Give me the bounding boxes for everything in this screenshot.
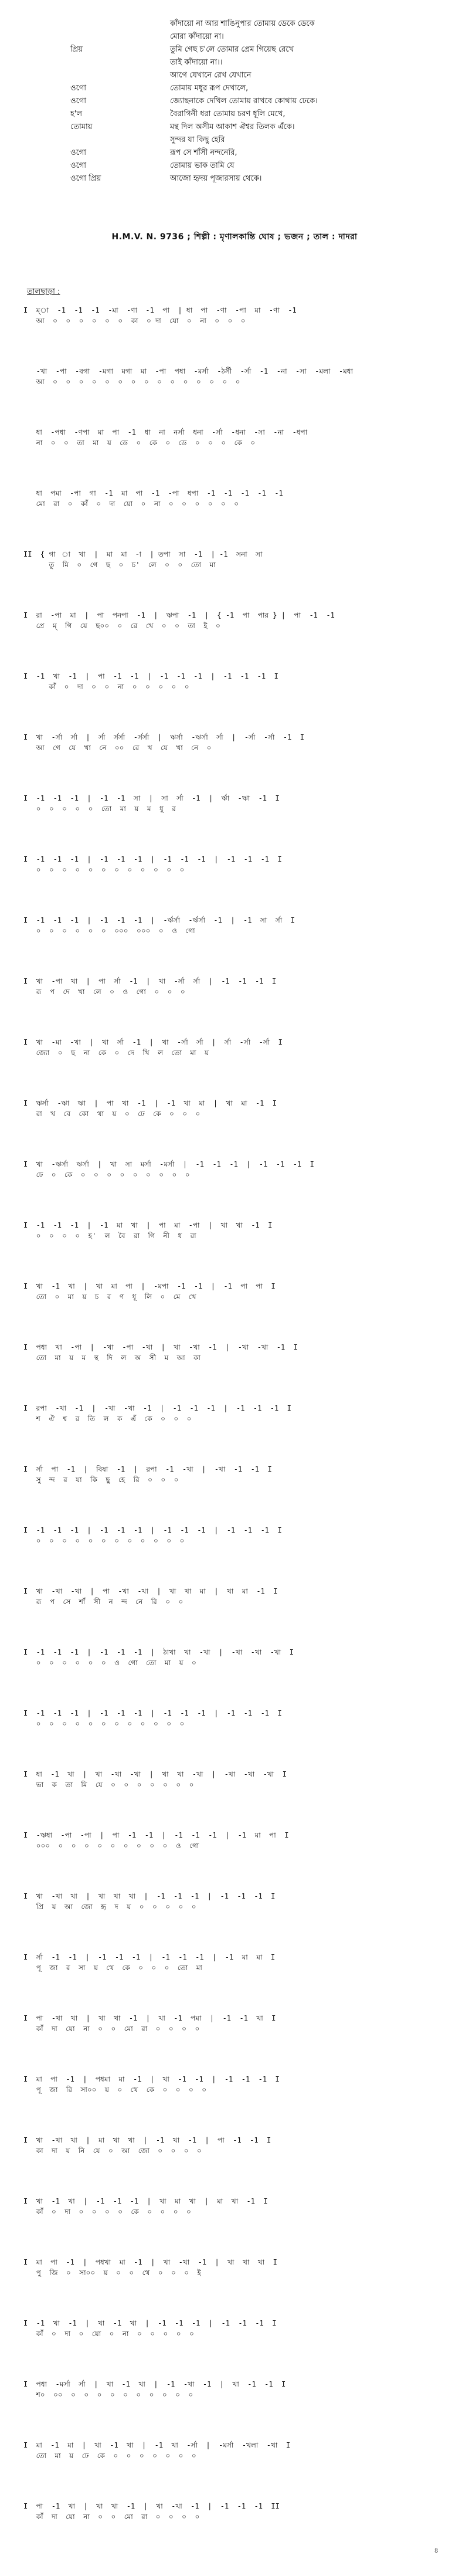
- swara-line: I মা পা -1 | পধখা মা -1 | খা -খা -1 | খা খা খা I: [23, 2258, 277, 2266]
- swara-line: I খা -1 খা | -1 -1 -1 | খা মা খা | মা খা -1 I: [23, 2197, 268, 2205]
- word-line: ভা ক তা মি যে ০ ০ ০ ০ ০ ০ ০: [23, 1781, 194, 1789]
- lyric-line: [70, 121, 422, 134]
- notation-row: [23, 366, 451, 387]
- lyric-label: [70, 69, 170, 82]
- swara-line: I খা -খা -খা | পা -খা -খা | খা খা মা | খা মা -1 I: [23, 1587, 278, 1595]
- lyric-line: [70, 82, 422, 95]
- notation-row: [23, 549, 451, 570]
- swara-line: I ঋর্সা -ঋা ঋা | পা খা -1 | -1 খা মা | খা মা -1 I: [23, 1099, 277, 1107]
- notation-row: [23, 427, 451, 448]
- swara-line: I -1 খা -1 | খা -1 খা | -1 -1 -1 | -1 -1 -1 I: [23, 2319, 277, 2327]
- swara-line: I পধা খা -পা | -খা -পা -খা | খা -খা -1 | -খা -খা -1 I: [23, 1343, 298, 1351]
- lyric-text: মন্থ দিল অসীম আকাশ ঐশ্বর তিলক এঁকে।: [170, 123, 295, 131]
- notation-row: [23, 915, 451, 936]
- word-line: জ্যো ০ ছ না কে ০ দে খি ল তো মা য়: [23, 1049, 209, 1057]
- swara-line: I মা পা -1 | পধমা মা -1 | খা -1 -1 | -1 -1 -1 I: [23, 2075, 280, 2083]
- lyric-text: বৈরাগিনী ধরা তোমায় চরণ ধূলি মেখে,: [170, 110, 286, 118]
- lyric-text: তাই কাঁদায়ো না।।: [170, 58, 223, 67]
- word-line: কাঁ দা য়ো না ০ ০ মো রা ০ ০ ০ ০: [23, 2513, 200, 2521]
- swara-line: I -1 খা -1 | পা -1 -1 | -1 -1 -1 | -1 -1 -1 I: [23, 672, 278, 680]
- lyric-line: [70, 95, 422, 108]
- swara-line: II { গা া খা | মা মা -া | তপা সা -1 | -1 সনা সা: [23, 550, 263, 558]
- word-line: পূ জা রি সা০০ য় ০ থে কে ০ ০ ০ ০: [23, 2086, 207, 2094]
- swara-line: I রা -পা মা | পা পনপা -1 | ঋপা -1 | { -1 পা পার } | পা -1 -1: [23, 611, 335, 619]
- swara-line: I -1 -1 -1 | -1 মা খা | পা মা -পা | খা খা -1 I: [23, 1221, 273, 1229]
- notation-row: [23, 488, 451, 509]
- lyric-text: তোমায় ভাক তামি যে: [170, 161, 235, 170]
- notation-row: [23, 2379, 451, 2400]
- notation-row: [23, 1647, 451, 1668]
- lyric-label: ওগো: [70, 161, 87, 170]
- lyric-text: কাঁদায়ো না আর শাঙিনুপার তোমায় ডেকে ডেকে: [170, 19, 315, 28]
- word-line: তো ০ মা য় চ র ণ ধূ লি ০ মে খে: [23, 1293, 196, 1301]
- record-header: H.M.V. N. 9736 ; শিল্পী : মৃণালকান্তি ঘোষ ; ভজন ; তাল : দাদরা: [111, 232, 358, 242]
- lyric-line: [70, 56, 422, 69]
- lyric-text: আগে যেখানে রেখ যেখানে: [170, 71, 252, 80]
- notation-row: [23, 1403, 451, 1424]
- lyric-label: প্রিয়: [70, 45, 83, 54]
- lyric-line: [70, 30, 422, 43]
- notation-row: [23, 671, 451, 692]
- notation-row: [23, 1952, 451, 1973]
- notation-row: [23, 854, 451, 875]
- lyric-label: হ'ল: [70, 110, 83, 118]
- swara-line: I খা -মা -খা | খা র্সা -1 | খা -র্সা র্সা | র্সা -র্সা -র্সা I: [23, 1038, 283, 1046]
- lyric-label: [70, 56, 170, 69]
- swara-line: I -1 -1 -1 | -1 -1 -1 | -1 -1 -1 | -1 -1 -1 I: [23, 855, 282, 863]
- lyric-label: ওগো প্রিয়: [70, 174, 101, 183]
- swara-line: I -1 -1 -1 | -1 -1 সা | সা র্সা -1 | র্ঋা -ঋা -1 I: [23, 794, 280, 802]
- swara-line: I খা -পা খা | পা র্সা -1 | খা -র্সা র্সা | -1 -1 -1 I: [23, 977, 277, 985]
- swara-line: I র্সা -1 -1 | -1 -1 -1 | -1 -1 -1 | -1 মা মা I: [23, 1953, 276, 1961]
- word-line: কাঁ ০ দা ০ ০ ০ ০ কে ০ ০ ০ ০: [23, 2208, 191, 2216]
- lyric-line: [70, 108, 422, 121]
- swara-line: I -1 -1 -1 | -1 -1 -1 | -1 -1 -1 | -1 -1 -1 I: [23, 1526, 282, 1534]
- swara-line: I খা -র্সা র্সা | র্সা র্সর্সা -র্সর্সা | ঋর্সা -ঋর্সা র্সা | -র্সা -র্সা -1 I: [23, 733, 305, 741]
- lyric-label: ওগো: [70, 97, 87, 106]
- word-line: আ গে যে খা নে ০০ রে খ যে খা নে ০: [23, 744, 212, 752]
- word-line: ০ ০ ০ ০ ০ ০ ০০০ ০০০ ০ ও গো: [23, 927, 195, 935]
- word-line: রা খ বে কো থা য় ০ ঢে কে ০ ০ ০: [23, 1110, 200, 1118]
- word-line: ০ ০ ০ ০ ০ ০ ০ ০ ০ ০ ০ ০: [23, 1537, 185, 1545]
- swara-line: I -1 -1 -1 | -1 -1 -1 | -র্ঋর্সা -র্ঋর্সা -1 | -1 সা র্সা I: [23, 916, 295, 924]
- notation-row: [23, 732, 451, 753]
- notation-row: [23, 1098, 451, 1119]
- word-line: ঢে ০ কে ০ ০ ০ ০ ০ ০ ০ ০ ০: [23, 1171, 190, 1179]
- notation-row: [23, 1830, 451, 1851]
- swara-line: I -ঋধা -পা -পা | পা -1 -1 | -1 -1 -1 | -1 মা পা I: [23, 1831, 289, 1839]
- lyric-label: তোমায়: [70, 123, 93, 131]
- lyric-line: [70, 147, 422, 160]
- word-line: তো মা য় ঢে কে ০ ০ ০ ০ ০ ০ ০: [23, 2452, 196, 2460]
- lyric-text: জ্যোছনাকে দেখিল তোমায় রাখবে কোথায় ঢেকে।: [170, 97, 318, 106]
- lyric-label: ওগো: [70, 148, 87, 157]
- notation-row: [23, 976, 451, 997]
- notation-row: [23, 1159, 451, 1180]
- word-line: শ ঐ শ্ব র তি ল ক এঁ কে ০ ০ ০: [23, 1415, 192, 1423]
- page-number: ৪: [434, 2546, 439, 2554]
- lyric-line: [70, 69, 422, 82]
- notation-row: [23, 1708, 451, 1729]
- word-line: প্রে ম্ গি য়ে ছ০০ ০ রে খে ০ ০ তা ই ০: [23, 622, 220, 630]
- swara-line: I রপা -খা -1 | -খা -খা -1 | -1 -1 -1 | -1 -1 -1 I: [23, 1404, 291, 1412]
- word-line: ০ ০ ০ ০ ০ ০ ০ ০ ০ ০ ০ ০: [23, 1720, 185, 1728]
- swara-line: I পা -খা খা | খা খা -1 | খা -1 পমা | -1 -1 খা I: [23, 2014, 276, 2022]
- lyric-line: [70, 43, 422, 56]
- word-line: কাঁ দা য়ো না ০ ০ মো রা ০ ০ ০ ০: [23, 2025, 200, 2033]
- lyric-line: [70, 134, 422, 147]
- swara-line: I খা -খা খা | খা খা খা | -1 -1 -1 | -1 -1 -1 I: [23, 1892, 276, 1900]
- lyric-label: [70, 134, 170, 147]
- swara-line: I ম্া -1 -1 -1 -মা -ণা -1 পা | ধা পা -ণা -পা মা -ণা -1: [23, 306, 297, 314]
- word-line: পূ জা র সা য় থে কে ০ ০ ০ তো মা: [23, 1964, 202, 1972]
- word-line: রূ প দে খা লে ০ ও গো ০ ০ ০: [23, 988, 185, 996]
- lyric-label: [70, 18, 170, 30]
- lyric-label: [70, 30, 170, 43]
- notation-row: [23, 1586, 451, 1607]
- notation-row: [23, 2440, 451, 2461]
- lyric-line: [70, 172, 422, 185]
- word-line: কাঁ ০ দা ০ য়ো ০ না ০ ০ ০ ০ ০: [23, 2330, 194, 2338]
- notation-row: [23, 1525, 451, 1546]
- lyric-text: রূপ সে শাঁসী নন্দনেরি,: [170, 148, 237, 157]
- lyric-text: তোমায় মধুর রূপ দেখালে,: [170, 84, 249, 93]
- swara-line: I মা -1 মা | খা -1 খা | -1 খা -র্সা | -মর্সা -খলা -খা I: [23, 2441, 291, 2449]
- word-line: আ ০ ০ ০ ০ ০ ০ ০ ০ ০ ০ ০ ০ ০ ০ ০: [23, 378, 240, 386]
- word-line: তু মি ০ গে ছ ০ চ' লে ০ ০ তো মা: [23, 561, 216, 569]
- notation-row: [23, 2318, 451, 2339]
- notation-row: [23, 305, 451, 326]
- notation-row: [23, 1464, 451, 1485]
- swara-line: I -1 -1 -1 | -1 -1 -1 | -1 -1 -1 | -1 -1 -1 I: [23, 1709, 282, 1717]
- lyric-line: [70, 160, 422, 172]
- lyrics-block: [70, 18, 422, 185]
- lyric-text: সুন্দর যা কিছু হেরি: [170, 135, 225, 144]
- notation-row: [23, 2013, 451, 2034]
- word-line: ০ ০ ০ ০ ০ ০ ০ ০ ০ ০ ০ ০: [23, 866, 185, 874]
- word-line: প্রি য় আ জো হৃ দ য় ০ ০ ০ ০ ০: [23, 1903, 196, 1911]
- lyric-text: তুমি গেছ চ'লে তোমার প্রেম গিয়েছ রেখে: [170, 45, 294, 54]
- word-line: ০০০ ০ ০ ০ ০ ০ ০ ০ ০ ০ ও গো: [23, 1842, 199, 1850]
- swara-line: I পধা -মর্সা র্সা | খা -1 খা | -1 -খা -1 | খা -1 -1 I: [23, 2380, 286, 2388]
- notation-row: [23, 1037, 451, 1058]
- notation-row: [23, 610, 451, 631]
- notation-row: [23, 1220, 451, 1241]
- swara-line: I খা -ঋর্সা ঋর্সা | খা সা মর্সা -মর্সা | -1 -1 -1 | -1 -1 -1 I: [23, 1160, 314, 1168]
- word-line: পু জি ০ সা০০ য় ০ ০ থে ০ ০ ০ ই: [23, 2269, 201, 2277]
- notation-row: [23, 1769, 451, 1790]
- word-line: মো রা ০ কাঁ ০ দা য়ো ০ না ০ ০ ০ ০ ০ ০: [23, 500, 239, 508]
- word-line: সু ন্দ র যা কি ছু হে রি ০ ০ ০: [23, 1476, 179, 1484]
- swara-line: I পা -1 খা | খা খা -1 | খা -খা -1 | -1 -1 -1 II: [23, 2502, 280, 2510]
- notation-row: [23, 2257, 451, 2278]
- notation-row: [23, 2501, 451, 2522]
- word-line: আ ০ ০ ০ ০ ০ ০ কা ০ দা যো ০ না ০ ০ ০: [23, 317, 246, 325]
- word-line: তো মা য় ম ন্থ দি ল অ সী ম আ কা: [23, 1354, 200, 1362]
- word-line: শ০ ০০ ০ ০ ০ ০ ০ ০ ০ ০ ০ ০: [23, 2391, 193, 2399]
- word-line: ০ ০ ০ ০ ০ তো মা য় ম ধু র: [23, 805, 176, 813]
- notation-row: [23, 2196, 451, 2217]
- taal-label: তালছাড়া :: [27, 287, 60, 296]
- notation-row: [23, 2074, 451, 2095]
- notation-row: [23, 1891, 451, 1912]
- lyric-line: [70, 18, 422, 30]
- swara-line: ধা -পধা -ণপা মা পা -1 ধা না নর্সা ধনা -র্সা -ধনা -সা -না -ধপা: [23, 428, 308, 436]
- lyric-label: ওগো: [70, 84, 87, 93]
- notation-row: [23, 1281, 451, 1302]
- word-line: না ০ ০ তা মা য় ডে ০ কে ০ ডে ০ ০ ০ কে ০: [23, 439, 256, 447]
- notation-row: [23, 1342, 451, 1363]
- word-line: ০ ০ ০ ০ ০ ০ ও গো তো মা য় ০: [23, 1659, 196, 1667]
- swara-line: I খা -খা খা | মা খা খা | -1 খা -1 | পা -1 -1 I: [23, 2136, 271, 2144]
- word-line: ০ ০ ০ ০ হ' ল বৈ রা গি নী ধ রা: [23, 1232, 196, 1240]
- swara-line: I খা -1 খা | খা মা পা | -মপা -1 -1 | -1 পা পা I: [23, 1282, 276, 1290]
- word-line: কাঁ ০ দা ০ ০ না ০ ০ ০ ০ ০: [23, 683, 189, 691]
- notation-row: [23, 793, 451, 814]
- word-line: রূ প সে শাঁ সী ন ন্দ নে রি ০ ০: [23, 1598, 183, 1606]
- word-line: কা দা য় নি যে ০ আ জো ০ ০ ০ ০: [23, 2147, 202, 2155]
- swara-line: ধা পমা -পা গা -1 মা পা -1 -পা ধপা -1 -1 -1 -1 -1: [23, 489, 283, 497]
- swara-line: I র্সা পা -1 | বিষা -1 | রপা -1 -খা | -খা -1 -1 I: [23, 1465, 272, 1473]
- lyric-text: মোরা কাঁদায়ো না।: [170, 32, 224, 41]
- swara-line: I -1 -1 -1 | -1 -1 -1 | ঠাখা খা -খা | -খা -খা -খা I: [23, 1648, 294, 1656]
- swara-line: -খা -পা -বগা -মগা মগা মা -পা পধা -মর্সা -ঠর্সী -র্সা -1 -না -সা -মলা -মধা: [23, 367, 353, 375]
- lyric-text: আজো হৃদয় পূজারসায় থেকে।: [170, 174, 262, 183]
- notation-row: [23, 2135, 451, 2156]
- swara-line: I ধা -1 খা | খা -খা -খা | খা খা -খা | -খা -খা -খা I: [23, 1770, 287, 1778]
